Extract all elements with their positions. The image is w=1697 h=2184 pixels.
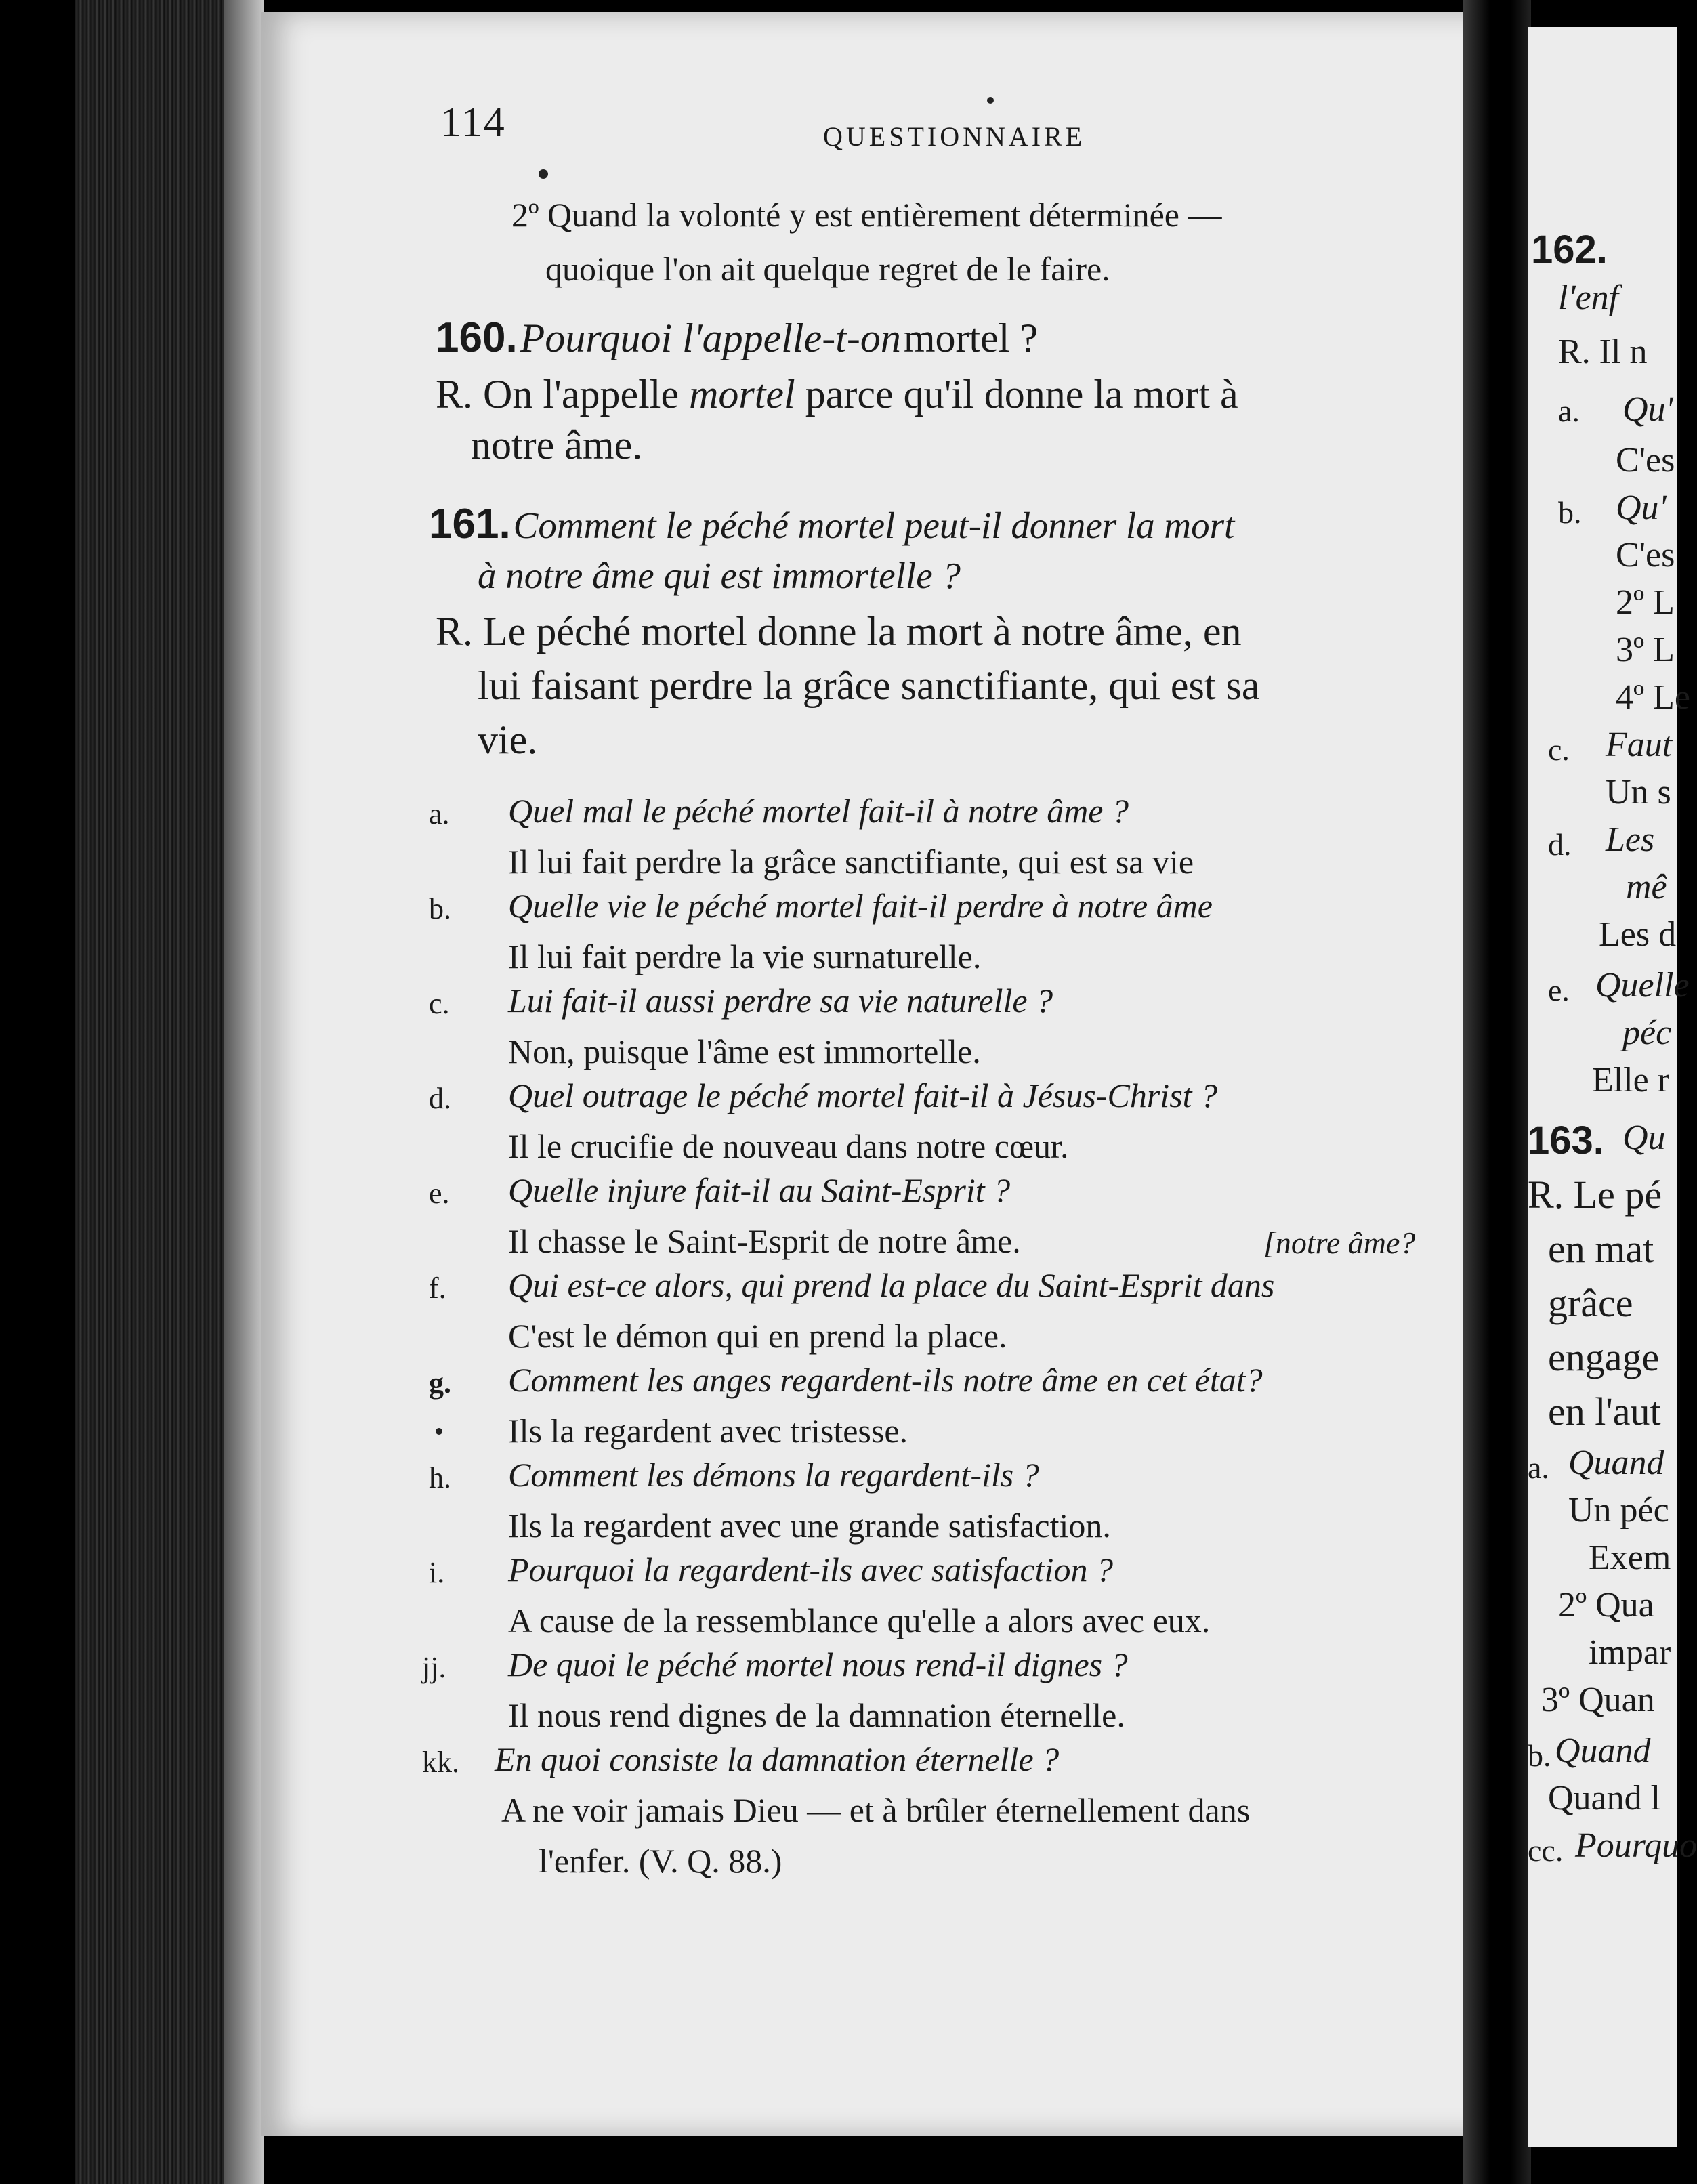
sub-question: Comment les démons la regardent-ils ? — [508, 1456, 1039, 1494]
right-fragment: Quelle — [1595, 966, 1690, 1005]
sub-question: En quoi consiste la damnation éternelle ? — [495, 1740, 1060, 1778]
right-fragment: Un péc — [1568, 1491, 1669, 1530]
right-fragment: b. — [1558, 495, 1582, 530]
right-fragment: R. Il n — [1558, 333, 1648, 371]
bullet-mark — [436, 1428, 442, 1435]
sub-label: jj. — [422, 1651, 446, 1684]
right-fragment: C'es — [1616, 441, 1675, 480]
sub-label: b. — [429, 892, 451, 925]
right-fragment: Exem — [1589, 1538, 1671, 1577]
answer-text: parce qu'il donne la mort à — [805, 372, 1238, 417]
sub-answer: Ils la regardent avec tristesse. — [508, 1412, 908, 1450]
sub-answer: A ne voir jamais Dieu — et à brûler éternellement dans — [501, 1791, 1251, 1829]
right-fragment: 2º Qua — [1558, 1586, 1654, 1624]
right-fragment: cc. — [1528, 1833, 1564, 1868]
right-fragment: 163. — [1528, 1118, 1604, 1162]
ink-speck — [539, 169, 548, 179]
right-fragment: l'enf — [1558, 278, 1619, 317]
right-fragment: péc — [1622, 1013, 1672, 1052]
question-160 — [436, 314, 1038, 362]
running-title: QUESTIONNAIRE — [823, 121, 1086, 152]
right-fragment: mê — [1626, 868, 1667, 906]
right-fragment: Quand — [1555, 1731, 1651, 1770]
sub-label: g. — [429, 1366, 451, 1400]
page-number: 114 — [440, 100, 506, 146]
right-fragment: Pourquo — [1575, 1826, 1697, 1865]
sub-answer: Non, puisque l'âme est immortelle. — [508, 1032, 981, 1070]
right-fragment: d. — [1548, 827, 1572, 862]
right-fragment: a. — [1528, 1450, 1549, 1485]
right-fragment: 3º Quan — [1541, 1681, 1655, 1719]
sub-question: De quoi le péché mortel nous rend-il dignes ? — [508, 1645, 1128, 1683]
sub-label: a. — [429, 797, 450, 831]
sub-question: Qui est-ce alors, qui prend la place du Saint-Esprit dans — [508, 1266, 1275, 1304]
right-fragment: Qu' — [1622, 390, 1673, 429]
right-fragment: Les d — [1599, 915, 1677, 954]
sub-answer: Il lui fait perdre la vie surnaturelle. — [508, 938, 982, 975]
right-fragment: engage — [1548, 1335, 1660, 1379]
sub-answer: Il lui fait perdre la grâce sanctifiante, qui est sa vie — [508, 843, 1194, 881]
sub-question: Quel mal le péché mortel fait-il à notre âme ? — [508, 792, 1129, 830]
answer-text: On l'appelle — [483, 372, 679, 417]
answer-prefix: R. — [436, 609, 474, 654]
right-fragment: b. — [1528, 1738, 1551, 1773]
right-page-partial — [1528, 27, 1697, 2147]
intro-line-1: 2º Quand la volonté y est entièrement déterminée — — [511, 196, 1222, 234]
sub-label: f. — [429, 1272, 446, 1305]
left-page — [261, 12, 1477, 2136]
sub-answer: A cause de la ressemblance qu'elle a alors avec eux. — [508, 1601, 1211, 1639]
sub-question: Comment les anges regardent-ils notre âme en cet état? — [508, 1361, 1263, 1399]
answer-161-line3: vie. — [478, 717, 538, 762]
question-161 — [429, 500, 1234, 548]
sub-label: c. — [429, 987, 450, 1020]
right-fragment: grâce — [1548, 1281, 1633, 1325]
right-fragment: 162. — [1531, 228, 1608, 272]
answer-prefix: R. — [436, 372, 474, 417]
sub-answer-cont: l'enfer. (V. Q. 88.) — [539, 1842, 782, 1880]
sub-question: Quelle injure fait-il au Saint-Esprit ? — [508, 1171, 1011, 1209]
sub-question: Lui fait-il aussi perdre sa vie naturelle ? — [508, 982, 1053, 1020]
right-fragment: Un s — [1606, 773, 1671, 812]
answer-161-line2: lui faisant perdre la grâce sanctifiante, qui est sa — [478, 663, 1260, 708]
question-text: Comment le péché mortel peut-il donner la mort — [513, 505, 1235, 546]
answer-text: Le péché mortel donne la mort à notre âme, en — [483, 609, 1242, 654]
right-fragment: en l'aut — [1548, 1389, 1661, 1433]
ink-speck — [987, 97, 994, 104]
right-fragment: C'es — [1616, 536, 1675, 574]
sub-label: d. — [429, 1082, 451, 1115]
question-number: 161. — [429, 501, 511, 547]
question-161-cont: à notre âme qui est immortelle ? — [478, 555, 961, 596]
question-number: 160. — [436, 314, 518, 361]
right-fragment: a. — [1558, 394, 1580, 428]
right-fragment: Qu — [1622, 1118, 1666, 1157]
right-fragment: Elle r — [1592, 1061, 1670, 1099]
sub-answer: C'est le démon qui en prend la place. — [508, 1317, 1007, 1355]
intro-line-2: quoique l'on ait quelque regret de le faire. — [545, 250, 1110, 288]
right-fragment: Quand l — [1548, 1779, 1661, 1818]
answer-160-cont: notre âme. — [471, 423, 643, 467]
sub-answer: Il nous rend dignes de la damnation éternelle. — [508, 1696, 1125, 1734]
sub-answer: Il le crucifie de nouveau dans notre cœur. — [508, 1127, 1069, 1165]
sub-label: kk. — [422, 1746, 459, 1779]
answer-160 — [436, 371, 1238, 418]
sub-question: Pourquoi la regardent-ils avec satisfaction ? — [508, 1551, 1113, 1589]
right-fragment: c. — [1548, 732, 1570, 767]
sub-label: h. — [429, 1461, 451, 1494]
sub-question: Quel outrage le péché mortel fait-il à Jésus-Christ ? — [508, 1076, 1218, 1114]
sub-answer: Il chasse le Saint-Esprit de notre âme. — [508, 1222, 1021, 1260]
page-curve-shadow — [224, 0, 264, 2184]
right-fragment: en mat — [1548, 1227, 1654, 1271]
sub-answer: Ils la regardent avec une grande satisfaction. — [508, 1507, 1111, 1545]
right-fragment: 2º L — [1616, 583, 1675, 622]
right-fragment: Faut — [1606, 726, 1673, 764]
sub-answer-tail: [notre âme? — [1263, 1225, 1416, 1260]
sub-label: i. — [429, 1556, 445, 1589]
question-keyword: mortel — [903, 316, 1010, 360]
right-fragment: Quand — [1568, 1444, 1664, 1482]
sub-question: Quelle vie le péché mortel fait-il perdre à notre âme — [508, 887, 1213, 925]
question-text: Pourquoi l'appelle-t-on — [520, 316, 901, 360]
answer-161 — [436, 608, 1242, 655]
right-fragment: 3º L — [1616, 631, 1675, 669]
right-fragment: e. — [1548, 973, 1570, 1007]
right-fragment: R. Le pé — [1528, 1173, 1662, 1217]
question-mark: ? — [1009, 316, 1039, 360]
book-gutter — [1463, 0, 1531, 2184]
right-fragment: impar — [1589, 1633, 1671, 1672]
answer-italic: mortel — [689, 372, 795, 417]
right-fragment: 4º Le — [1616, 678, 1690, 717]
right-fragment: Les — [1606, 820, 1655, 859]
right-fragment: Qu' — [1616, 488, 1667, 527]
sub-label: e. — [429, 1177, 450, 1210]
